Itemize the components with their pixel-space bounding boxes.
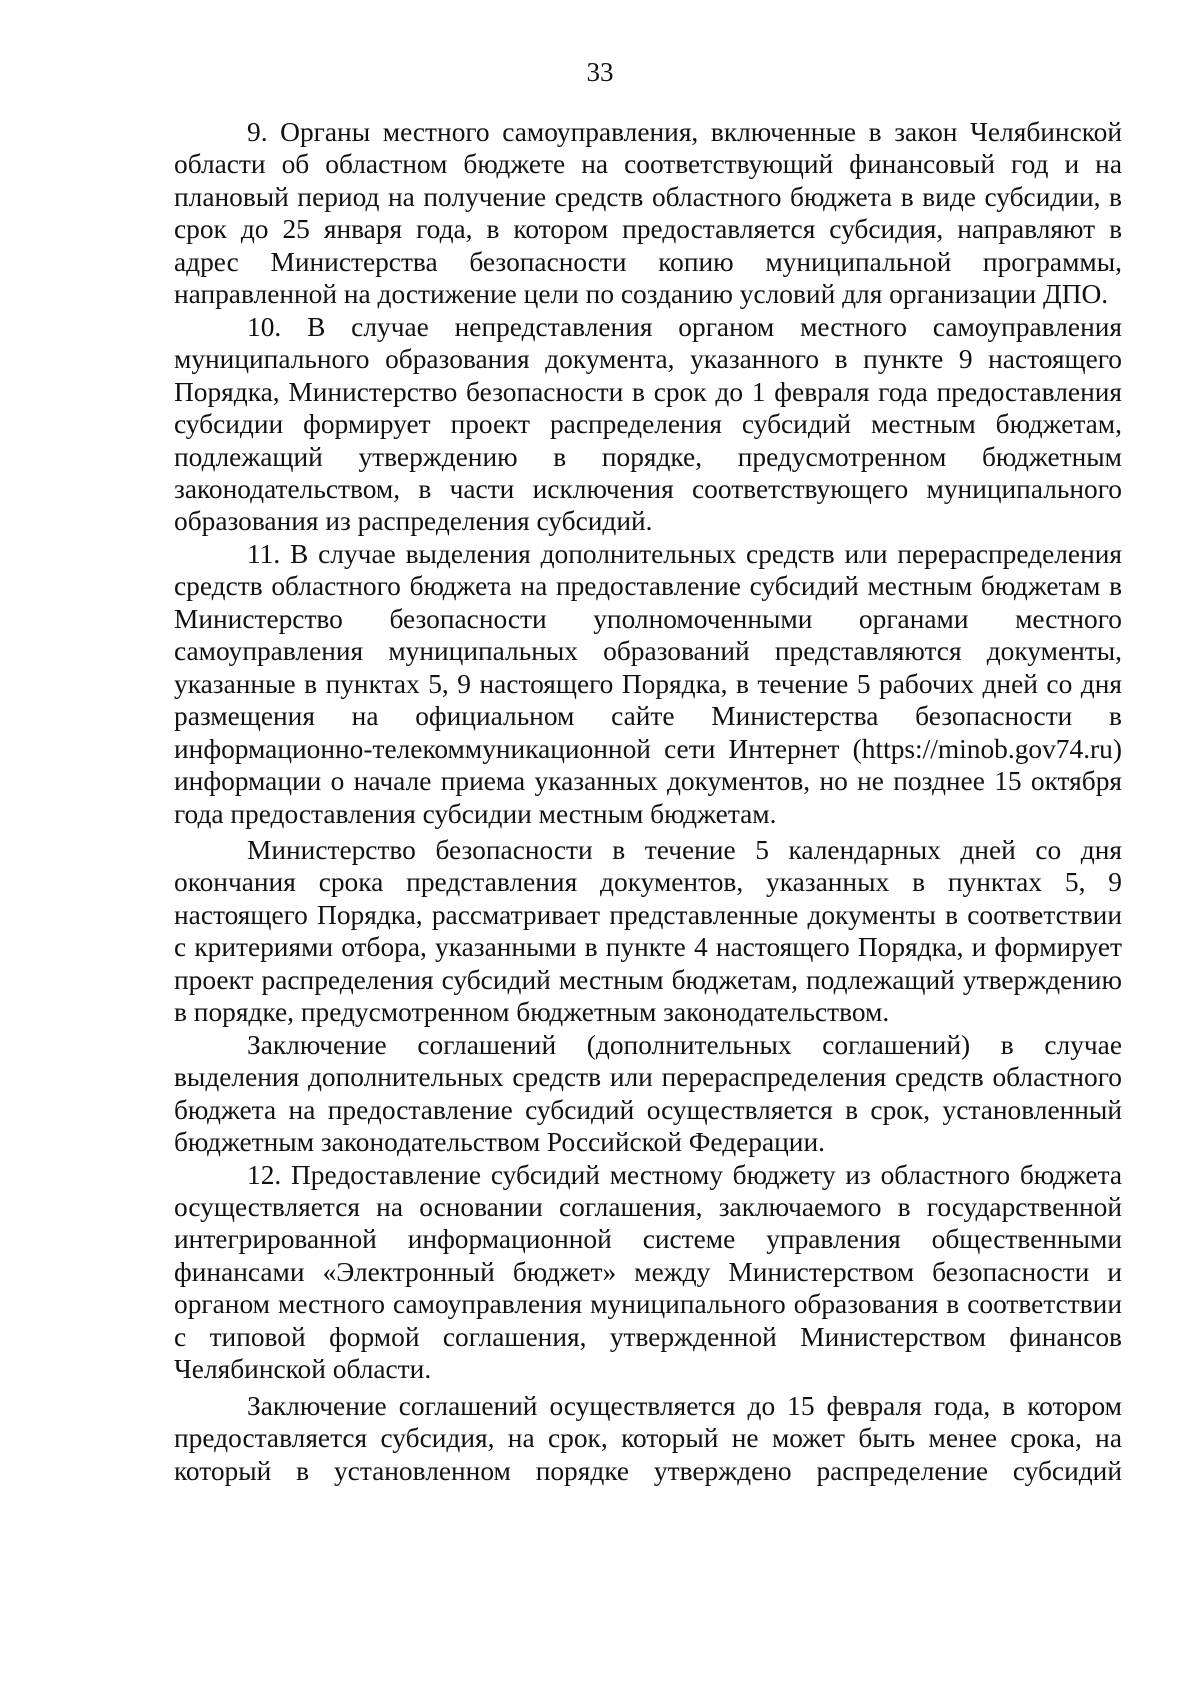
paragraph-agreements-deadline: Заключение соглашений осуществляется до 15 февраля года, в котором предоставляется субсидия, на срок, который не может быть менее срока, на который в установленном порядке утверждено распределение субсидий <box>174 1390 1122 1486</box>
paragraph-item-9: 9. Органы местного самоуправления, включенные в закон Челябинской области об областном бюджете на соответствующий финансовый год и на плановый период на получение средств областного бюджета в виде субсидии, в срок до 25 января года, в котором предоставляется субсидия, направляют в адрес Министерства безопасности копию муниципальной программы, направленной на достижение цели по созданию условий для организации ДПО. <box>174 117 1122 310</box>
document-body <box>174 116 1122 1487</box>
page-number: 33 <box>586 57 614 87</box>
paragraph-ministry-review: Министерство безопасности в течение 5 календарных дней со дня окончания срока представления документов, указанных в пунктах 5, 9 настоящего Порядка, рассматривает представленные документы в соответствии с критериями отбора, указанными в пункте 4 настоящего Порядка, и формирует проект распределения субсидий местным бюджетам, подлежащий утверждению в порядке, предусмотренном бюджетным законодательством. <box>174 834 1122 1028</box>
paragraph-item-11: 11. В случае выделения дополнительных средств или перераспределения средств областного бюджета на предоставление субсидий местным бюджетам в Министерство безопасности уполномоченными органами местного самоуправления муниципальных образований представляются документы, указанные в пунктах 5, 9 настоящего Порядка, в течение 5 рабочих дней со дня размещения на официальном сайте Министерства безопасности в информационно-телекоммуникационной сети Интернет (https://minob.gov74.ru) информации о начале приема указанных документов, но не позднее 15 октября года предоставления субсидии местным бюджетам. <box>174 538 1122 829</box>
paragraph-agreements-additional: Заключение соглашений (дополнительных соглашений) в случае выделения дополнительных средств или перераспределения средств областного бюджета на предоставление субсидий осуществляется в срок, установленный бюджетным законодательством Российской Федерации. <box>174 1029 1122 1158</box>
paragraph-item-12: 12. Предоставление субсидий местному бюджету из областного бюджета осуществляется на основании соглашения, заключаемого в государственной интегрированной информационной системе управления общественными финансами «Электронный бюджет» между Министерством безопасности и органом местного самоуправления муниципального образования в соответствии с типовой формой соглашения, утвержденной Министерством финансов Челябинской области. <box>174 1159 1122 1385</box>
paragraph-item-10: 10. В случае непредставления органом местного самоуправления муниципального образования документа, указанного в пункте 9 настоящего Порядка, Министерство безопасности в срок до 1 февраля года предоставления субсидии формирует проект распределения субсидий местным бюджетам, подлежащий утверждению в порядке, предусмотренном бюджетным законодательством, в части исключения соответствующего муниципального образования из распределения субсидий. <box>174 311 1122 537</box>
